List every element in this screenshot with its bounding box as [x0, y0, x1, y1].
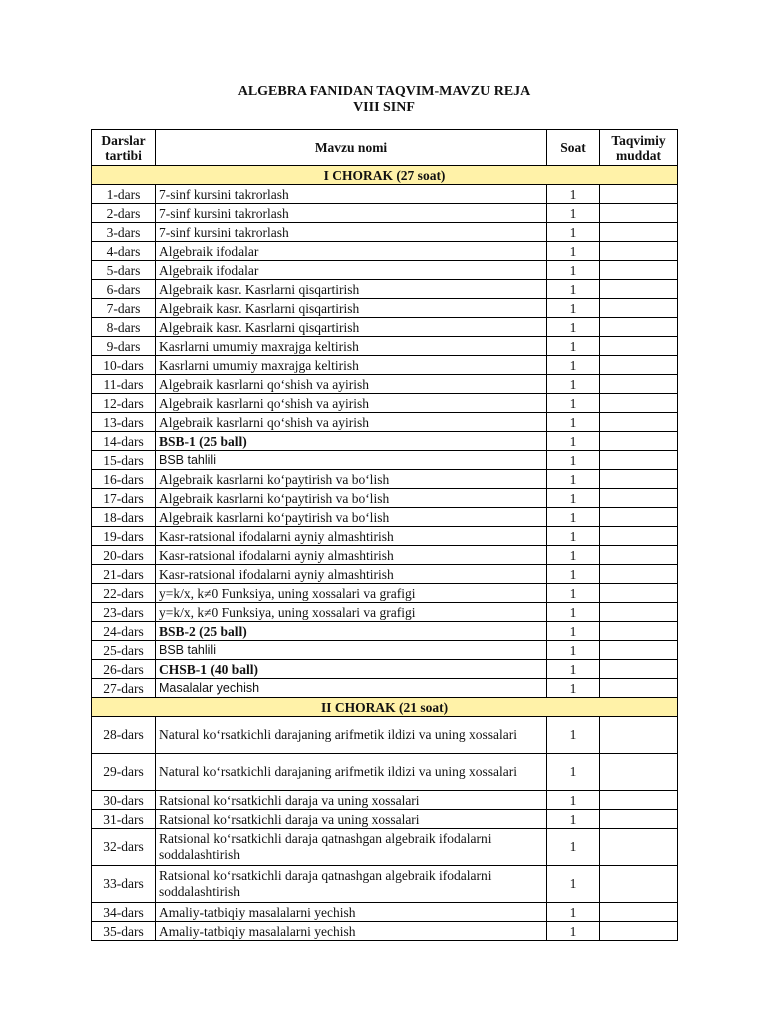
quarter-label: I CHORAK (27 soat) — [92, 166, 678, 185]
hours-cell: 1 — [547, 489, 600, 508]
date-cell — [600, 903, 678, 922]
date-cell — [600, 394, 678, 413]
hours-cell: 1 — [547, 922, 600, 941]
lesson-number-cell: 11-dars — [92, 375, 156, 394]
table-row — [92, 299, 678, 318]
table-row — [92, 185, 678, 204]
date-cell — [600, 717, 678, 754]
date-cell — [600, 489, 678, 508]
topic-cell: y=k/x, k≠0 Funksiya, uning xossalari va grafigi — [156, 584, 547, 603]
hours-cell: 1 — [547, 223, 600, 242]
date-cell — [600, 922, 678, 941]
lesson-number-cell: 27-dars — [92, 679, 156, 698]
date-cell — [600, 356, 678, 375]
table-row — [92, 280, 678, 299]
table-row — [92, 204, 678, 223]
lesson-number-cell: 31-dars — [92, 810, 156, 829]
table-row — [92, 470, 678, 489]
table-header-row — [92, 130, 678, 166]
table-row — [92, 660, 678, 679]
topic-cell: 7-sinf kursini takrorlash — [156, 223, 547, 242]
table-row — [92, 223, 678, 242]
hours-cell: 1 — [547, 337, 600, 356]
topic-cell: BSB-2 (25 ball) — [156, 622, 547, 641]
table-row — [92, 791, 678, 810]
topic-cell: Amaliy-tatbiqiy masalalarni yechish — [156, 922, 547, 941]
date-cell — [600, 242, 678, 261]
table-row — [92, 584, 678, 603]
hours-cell: 1 — [547, 903, 600, 922]
date-cell — [600, 546, 678, 565]
date-cell — [600, 660, 678, 679]
hours-cell: 1 — [547, 527, 600, 546]
lesson-number-cell: 8-dars — [92, 318, 156, 337]
table-row — [92, 318, 678, 337]
topic-cell: Algebraik ifodalar — [156, 261, 547, 280]
topic-cell: Ratsional ko‘rsatkichli daraja va uning xossalari — [156, 791, 547, 810]
table-row — [92, 508, 678, 527]
lesson-number-cell: 35-dars — [92, 922, 156, 941]
hours-cell: 1 — [547, 565, 600, 584]
date-cell — [600, 603, 678, 622]
table-row — [92, 641, 678, 660]
date-cell — [600, 829, 678, 866]
date-cell — [600, 754, 678, 791]
date-cell — [600, 866, 678, 903]
date-cell — [600, 470, 678, 489]
hours-cell: 1 — [547, 375, 600, 394]
lesson-number-cell: 16-dars — [92, 470, 156, 489]
hours-cell: 1 — [547, 508, 600, 527]
hours-cell: 1 — [547, 603, 600, 622]
table-row — [92, 717, 678, 754]
topic-cell: Ratsional ko‘rsatkichli daraja qatnashgan algebraik ifodalarni soddalashtirish — [156, 866, 547, 903]
date-cell — [600, 375, 678, 394]
date-cell — [600, 299, 678, 318]
topic-cell: Kasr-ratsional ifodalarni ayniy almashtirish — [156, 546, 547, 565]
lesson-number-cell: 20-dars — [92, 546, 156, 565]
topic-cell: Algebraik kasr. Kasrlarni qisqartirish — [156, 318, 547, 337]
table-row — [92, 489, 678, 508]
hours-cell: 1 — [547, 413, 600, 432]
hours-cell: 1 — [547, 717, 600, 754]
lesson-number-cell: 19-dars — [92, 527, 156, 546]
topic-cell: Algebraik kasr. Kasrlarni qisqartirish — [156, 299, 547, 318]
table-row — [92, 810, 678, 829]
date-cell — [600, 641, 678, 660]
table-row — [92, 432, 678, 451]
table-row — [92, 679, 678, 698]
topic-cell: Algebraik kasrlarni ko‘paytirish va bo‘lish — [156, 470, 547, 489]
topic-cell: Amaliy-tatbiqiy masalalarni yechish — [156, 903, 547, 922]
topic-cell: Masalalar yechish — [156, 679, 547, 698]
hours-cell: 1 — [547, 829, 600, 866]
header-calendar-date: Taqvimiy muddat — [600, 130, 678, 166]
date-cell — [600, 223, 678, 242]
quarter-header-row — [92, 698, 678, 717]
title-line-1: ALGEBRA FANIDAN TAQVIM-MAVZU REJA — [237, 84, 531, 99]
topic-cell: BSB tahlili — [156, 641, 547, 660]
table-row — [92, 527, 678, 546]
table-row — [92, 451, 678, 470]
table-row — [92, 622, 678, 641]
topic-cell: Algebraik kasr. Kasrlarni qisqartirish — [156, 280, 547, 299]
topic-cell: Kasr-ratsional ifodalarni ayniy almashtirish — [156, 527, 547, 546]
hours-cell: 1 — [547, 394, 600, 413]
topic-cell: Ratsional ko‘rsatkichli daraja qatnashgan algebraik ifodalarni soddalashtirish — [156, 829, 547, 866]
topic-cell: BSB-1 (25 ball) — [156, 432, 547, 451]
date-cell — [600, 527, 678, 546]
lesson-number-cell: 13-dars — [92, 413, 156, 432]
date-cell — [600, 451, 678, 470]
table-row — [92, 546, 678, 565]
topic-cell: Algebraik kasrlarni qo‘shish va ayirish — [156, 375, 547, 394]
lesson-number-cell: 28-dars — [92, 717, 156, 754]
topic-cell: y=k/x, k≠0 Funksiya, uning xossalari va grafigi — [156, 603, 547, 622]
date-cell — [600, 565, 678, 584]
header-hours: Soat — [547, 130, 600, 166]
table-body — [92, 166, 678, 941]
table-row — [92, 261, 678, 280]
topic-cell: BSB tahlili — [156, 451, 547, 470]
hours-cell: 1 — [547, 185, 600, 204]
hours-cell: 1 — [547, 791, 600, 810]
topic-cell: Natural ko‘rsatkichli darajaning arifmetik ildizi va uning xossalari — [156, 717, 547, 754]
table-row — [92, 754, 678, 791]
hours-cell: 1 — [547, 280, 600, 299]
hours-cell: 1 — [547, 679, 600, 698]
table-row — [92, 903, 678, 922]
lesson-number-cell: 23-dars — [92, 603, 156, 622]
quarter-header-row — [92, 166, 678, 185]
lesson-number-cell: 5-dars — [92, 261, 156, 280]
lesson-number-cell: 24-dars — [92, 622, 156, 641]
table-row — [92, 922, 678, 941]
topic-cell: Kasrlarni umumiy maxrajga keltirish — [156, 356, 547, 375]
hours-cell: 1 — [547, 318, 600, 337]
date-cell — [600, 508, 678, 527]
hours-cell: 1 — [547, 660, 600, 679]
topic-cell: Algebraik kasrlarni qo‘shish va ayirish — [156, 394, 547, 413]
table-row — [92, 394, 678, 413]
hours-cell: 1 — [547, 204, 600, 223]
header-topic-name: Mavzu nomi — [156, 130, 547, 166]
hours-cell: 1 — [547, 584, 600, 603]
lesson-number-cell: 29-dars — [92, 754, 156, 791]
lesson-number-cell: 12-dars — [92, 394, 156, 413]
hours-cell: 1 — [547, 451, 600, 470]
hours-cell: 1 — [547, 432, 600, 451]
hours-cell: 1 — [547, 754, 600, 791]
table-row — [92, 356, 678, 375]
date-cell — [600, 679, 678, 698]
hours-cell: 1 — [547, 641, 600, 660]
table-row — [92, 603, 678, 622]
hours-cell: 1 — [547, 356, 600, 375]
topic-cell: Natural ko‘rsatkichli darajaning arifmetik ildizi va uning xossalari — [156, 754, 547, 791]
hours-cell: 1 — [547, 470, 600, 489]
topic-cell: 7-sinf kursini takrorlash — [156, 185, 547, 204]
topic-cell: Ratsional ko‘rsatkichli daraja va uning xossalari — [156, 810, 547, 829]
date-cell — [600, 622, 678, 641]
lesson-number-cell: 4-dars — [92, 242, 156, 261]
date-cell — [600, 204, 678, 223]
document-title — [0, 84, 768, 116]
date-cell — [600, 337, 678, 356]
lesson-number-cell: 17-dars — [92, 489, 156, 508]
lesson-number-cell: 1-dars — [92, 185, 156, 204]
hours-cell: 1 — [547, 622, 600, 641]
topic-cell: Algebraik kasrlarni ko‘paytirish va bo‘lish — [156, 489, 547, 508]
date-cell — [600, 261, 678, 280]
title-line-2: VIII SINF — [353, 100, 415, 115]
table-row — [92, 375, 678, 394]
lesson-number-cell: 21-dars — [92, 565, 156, 584]
header-lesson-order: Darslar tartibi — [92, 130, 156, 166]
topic-cell: Kasrlarni umumiy maxrajga keltirish — [156, 337, 547, 356]
table-row — [92, 565, 678, 584]
hours-cell: 1 — [547, 546, 600, 565]
lesson-number-cell: 33-dars — [92, 866, 156, 903]
lesson-number-cell: 9-dars — [92, 337, 156, 356]
quarter-label: II CHORAK (21 soat) — [92, 698, 678, 717]
hours-cell: 1 — [547, 261, 600, 280]
lesson-number-cell: 25-dars — [92, 641, 156, 660]
table-row — [92, 829, 678, 866]
topic-cell: 7-sinf kursini takrorlash — [156, 204, 547, 223]
lesson-number-cell: 32-dars — [92, 829, 156, 866]
date-cell — [600, 584, 678, 603]
lesson-number-cell: 7-dars — [92, 299, 156, 318]
lesson-number-cell: 18-dars — [92, 508, 156, 527]
date-cell — [600, 280, 678, 299]
table-row — [92, 866, 678, 903]
hours-cell: 1 — [547, 242, 600, 261]
topic-cell: Kasr-ratsional ifodalarni ayniy almashtirish — [156, 565, 547, 584]
lesson-number-cell: 26-dars — [92, 660, 156, 679]
lesson-number-cell: 3-dars — [92, 223, 156, 242]
hours-cell: 1 — [547, 866, 600, 903]
lesson-number-cell: 34-dars — [92, 903, 156, 922]
lesson-number-cell: 6-dars — [92, 280, 156, 299]
lesson-plan-table — [91, 129, 678, 941]
lesson-number-cell: 10-dars — [92, 356, 156, 375]
date-cell — [600, 810, 678, 829]
lesson-number-cell: 30-dars — [92, 791, 156, 810]
hours-cell: 1 — [547, 299, 600, 318]
topic-cell: CHSB-1 (40 ball) — [156, 660, 547, 679]
date-cell — [600, 318, 678, 337]
lesson-number-cell: 22-dars — [92, 584, 156, 603]
lesson-number-cell: 15-dars — [92, 451, 156, 470]
topic-cell: Algebraik kasrlarni qo‘shish va ayirish — [156, 413, 547, 432]
table-row — [92, 242, 678, 261]
date-cell — [600, 791, 678, 810]
topic-cell: Algebraik ifodalar — [156, 242, 547, 261]
table-row — [92, 337, 678, 356]
lesson-number-cell: 14-dars — [92, 432, 156, 451]
table-row — [92, 413, 678, 432]
hours-cell: 1 — [547, 810, 600, 829]
date-cell — [600, 413, 678, 432]
lesson-number-cell: 2-dars — [92, 204, 156, 223]
topic-cell: Algebraik kasrlarni ko‘paytirish va bo‘lish — [156, 508, 547, 527]
date-cell — [600, 432, 678, 451]
date-cell — [600, 185, 678, 204]
